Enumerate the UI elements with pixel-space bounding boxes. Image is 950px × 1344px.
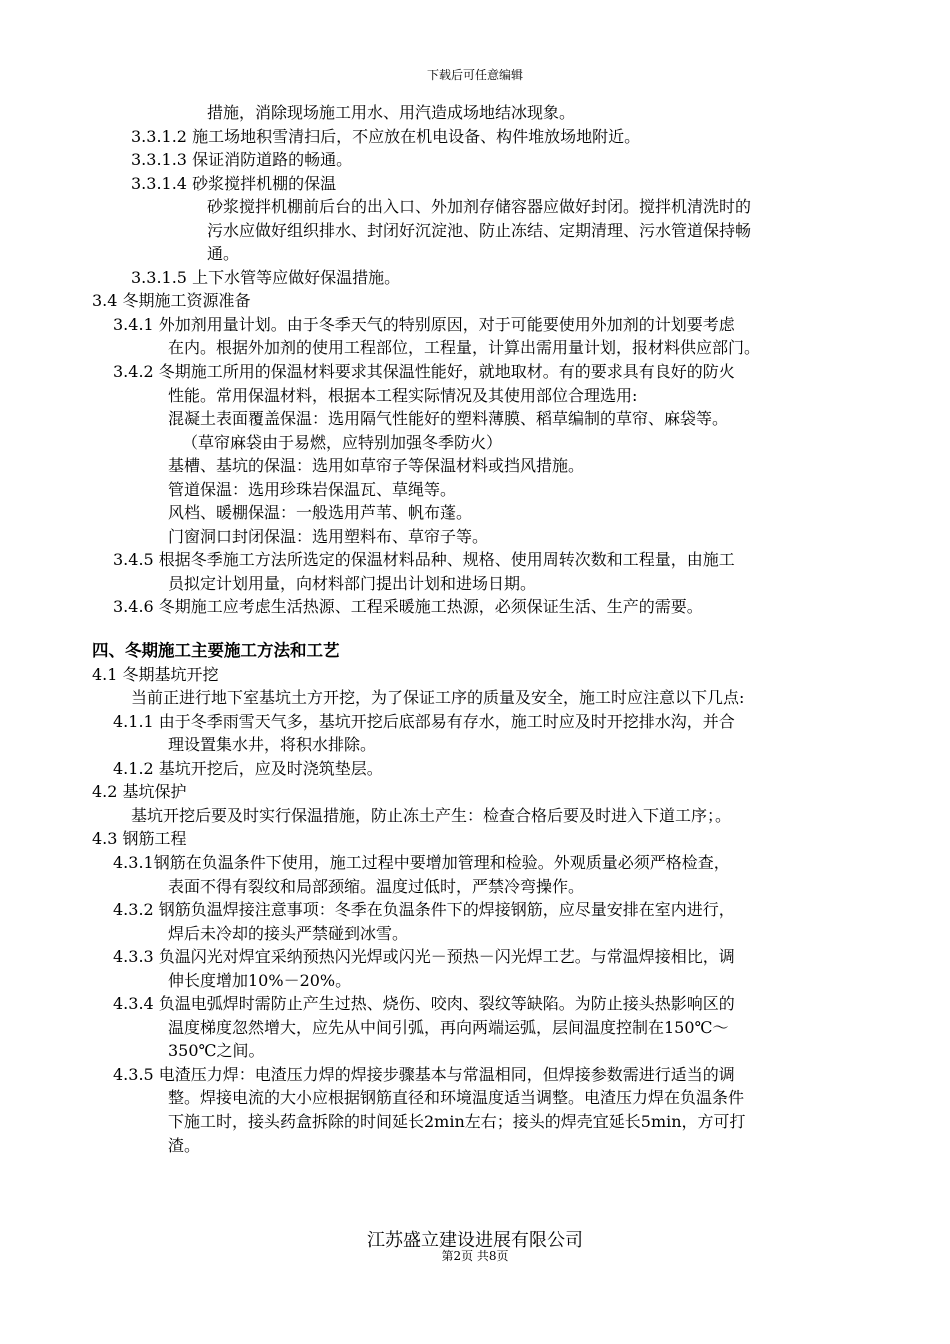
text-line: 基坑开挖后要及时实行保温措施，防止冻土产生：检查合格后要及时进入下道工序；。: [131, 805, 732, 825]
text-line: 污水应做好组织排水、封闭好沉淀池、防止冻结、定期清理、污水管道保持畅: [207, 220, 752, 240]
footer-page-number: 第2页 共8页: [441, 1249, 509, 1263]
text-line: 焊后未冷却的接头严禁碰到冰雪。: [168, 923, 409, 943]
text-line: 门窗洞口封闭保温：选用塑料布、草帘子等。: [168, 526, 489, 546]
text-line: 下施工时，接头药盒拆除的时间延长2min左右；接头的焊壳宜延长5min，方可打: [168, 1111, 746, 1131]
text-line: 3.4.1 外加剂用量计划。由于冬季天气的特别原因，对于可能要使用外加剂的计划要考虑: [113, 314, 735, 334]
section-heading: 四、冬期施工主要施工方法和工艺: [92, 641, 340, 661]
text-line: 3.3.1.5 上下水管等应做好保温措施。: [131, 267, 401, 287]
text-line: 4.2 基坑保护: [92, 782, 187, 802]
text-line: 3.4.6 冬期施工应考虑生活热源、工程采暖施工热源，必须保证生活、生产的需要。: [113, 597, 703, 617]
text-line: 伸长度增加10%－20%。: [168, 970, 352, 990]
text-line: 措施，消除现场施工用水、用汽造成场地结冰现象。: [207, 103, 576, 122]
text-line: 3.4.5 根据冬季施工方法所选定的保温材料品种、规格、使用周转次数和工程量，由施工: [113, 550, 735, 570]
document-body: [0, 101, 950, 1157]
text-line: 在内。根据外加剂的使用工程部位，工程量，计算出需用量计划，报材料供应部门。: [168, 338, 761, 358]
text-line: 4.1.1 由于冬季雨雪天气多，基坑开挖后底部易有存水，施工时应及时开挖排水沟，并合: [113, 711, 735, 731]
text-line: 基槽、基坑的保温：选用如草帘子等保温材料或挡风措施。: [168, 456, 585, 476]
text-line: 砂浆搅拌机棚前后台的出入口、外加剂存储容器应做好封闭。搅拌机清洗时的: [207, 197, 752, 217]
text-line: 4.3.3 负温闪光对焊宜采纳预热闪光焊或闪光－预热－闪光焊工艺。与常温焊接相比，调: [113, 947, 735, 967]
text-line: 理设置集水井，将积水排除。: [168, 735, 377, 755]
text-line: 4.3.1钢筋在负温条件下使用，施工过程中要增加管理和检验。外观质量必须严格检查，: [113, 852, 730, 872]
text-line: 3.3.1.2 施工场地积雪清扫后，不应放在机电设备、构件堆放场地附近。: [131, 126, 641, 146]
text-line: 通。: [207, 244, 240, 264]
text-line: 3.3.1.3 保证消防道路的畅通。: [131, 150, 353, 170]
page-header: 下载后可任意编辑: [426, 68, 523, 82]
text-line: 混凝土表面覆盖保温：选用隔气性能好的塑料薄膜、稻草编制的草帘、麻袋等。: [168, 409, 729, 429]
text-line: 3.4 冬期施工资源准备: [92, 291, 251, 311]
text-line: 整。焊接电流的大小应根据钢筋直径和环境温度适当调整。电渣压力焊在负温条件: [168, 1088, 745, 1108]
text-line: 风档、暖棚保温：一般选用芦苇、帆布蓬。: [168, 503, 473, 523]
text-line: 性能。常用保温材料，根据本工程实际情况及其使用部位合理选用:: [168, 385, 638, 405]
text-line: 3.4.2 冬期施工所用的保温材料要求其保温性能好，就地取材。有的要求具有良好的防火: [113, 362, 735, 382]
text-line: 管道保温：选用珍珠岩保温瓦、草绳等。: [168, 479, 457, 499]
text-line: 员拟定计划用量，向材料部门提出计划和进场日期。: [168, 573, 537, 593]
text-line: 3.3.1.4 砂浆搅拌机棚的保温: [131, 173, 337, 193]
text-line: 4.1.2 基坑开挖后，应及时浇筑垫层。: [113, 758, 383, 778]
text-line: 温度梯度忽然增大，应先从中间引弧，再向两端运弧，层间温度控制在150℃～: [168, 1017, 729, 1037]
text-line: 4.3 钢筋工程: [92, 829, 187, 849]
text-line: 350℃之间。: [168, 1041, 265, 1061]
text-line: 4.1 冬期基坑开挖: [92, 664, 219, 684]
text-line: 当前正进行地下室基坑土方开挖，为了保证工序的质量及安全，施工时应注意以下几点:: [131, 688, 745, 708]
footer-company: 江苏盛立建设进展有限公司: [367, 1230, 583, 1251]
text-line: 4.3.5 电渣压力焊：电渣压力焊的焊接步骤基本与常温相同，但焊接参数需进行适当的调: [113, 1064, 735, 1084]
text-line: 表面不得有裂纹和局部颈缩。温度过低时，严禁冷弯操作。: [168, 876, 585, 896]
text-line: 4.3.4 负温电弧焊时需防止产生过热、烧伤、咬肉、裂纹等缺陷。为防止接头热影响区的: [113, 994, 735, 1014]
text-line: 4.3.2 钢筋负温焊接注意事项：冬季在负温条件下的焊接钢筋，应尽量安排在室内进行，: [113, 900, 735, 920]
text-line: 渣。: [168, 1135, 201, 1155]
text-line: （草帘麻袋由于易燃，应特别加强冬季防火）: [182, 432, 503, 452]
